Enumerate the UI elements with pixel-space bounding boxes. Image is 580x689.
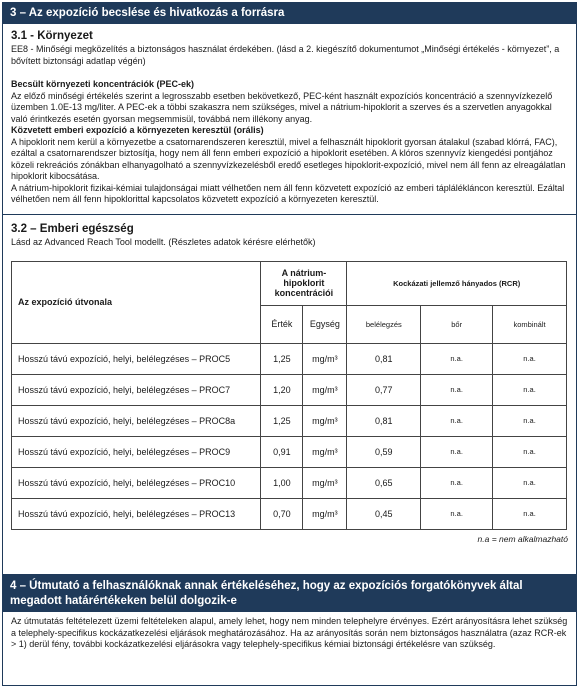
cell-rcr-combined: n.a.	[493, 436, 567, 467]
cell-value: 0,70	[261, 498, 303, 529]
header-route: Az expozíció útvonala	[12, 261, 261, 343]
header-rcr: Kockázati jellemző hányados (RCR)	[347, 261, 567, 305]
cell-value: 1,00	[261, 467, 303, 498]
document-frame	[2, 2, 577, 686]
cell-rcr-combined: n.a.	[493, 343, 567, 374]
exposure-table-wrapper	[11, 261, 568, 530]
cell-rcr-inhalation: 0,81	[347, 405, 421, 436]
cell-rcr-combined: n.a.	[493, 498, 567, 529]
indirect-title: Közvetett emberi expozíció a környezeten keresztül (orális)	[11, 125, 264, 135]
cell-value: 1,25	[261, 343, 303, 374]
table-row	[12, 436, 567, 467]
indirect-text-1: A hipoklorit nem kerül a környezetbe a csatornarendszeren keresztül, mivel a felhasznált hipoklorit gyorsan átalakul (szabad klórrá, FAC), ezáltal a csatornarendszer biztosítja, hogy nem áll fenn emberi expozíció a hipoklorit esetében. A klóros szennyvíz kiengedési pontjához közeli rekreációs zónákban elhanyagolható a szennyvízkezelésből eredő esetleges hipoklorit-expozíció, mivel nem áll fenn az elreagálatlan hipoklorit kibocsátása.	[11, 136, 566, 181]
cell-unit: mg/m³	[303, 436, 347, 467]
cell-unit: mg/m³	[303, 405, 347, 436]
section4-header: 4 – Útmutató a felhasználóknak annak értékeléséhez, hogy az expozíciós forgatókönyvek által megadott határértékeken belül dolgozik-e	[3, 575, 576, 612]
cell-rcr-inhalation: 0,77	[347, 374, 421, 405]
cell-route: Hosszú távú expozíció, helyi, belélegzéses – PROC10	[12, 467, 261, 498]
table-row	[12, 467, 567, 498]
subsection-3-2-title: 3.2 – Emberi egészség	[11, 223, 134, 235]
cell-route: Hosszú távú expozíció, helyi, belélegzéses – PROC7	[12, 374, 261, 405]
cell-unit: mg/m³	[303, 467, 347, 498]
cell-unit: mg/m³	[303, 343, 347, 374]
header-skin: bőr	[421, 305, 493, 343]
cell-route: Hosszú távú expozíció, helyi, belélegzéses – PROC5	[12, 343, 261, 374]
cell-rcr-inhalation: 0,65	[347, 467, 421, 498]
cell-route: Hosszú távú expozíció, helyi, belélegzéses – PROC13	[12, 498, 261, 529]
cell-unit: mg/m³	[303, 498, 347, 529]
cell-value: 1,20	[261, 374, 303, 405]
cell-route: Hosszú távú expozíció, helyi, belélegzéses – PROC9	[12, 436, 261, 467]
table-row	[12, 498, 567, 529]
cell-value: 0,91	[261, 436, 303, 467]
exposure-table	[11, 261, 567, 530]
subsection-3-1	[3, 24, 576, 215]
table-row	[12, 374, 567, 405]
table-row	[12, 405, 567, 436]
pec-title: Becsült környezeti koncentrációk (PEC-ek)	[11, 79, 195, 89]
table-row	[12, 343, 567, 374]
cell-unit: mg/m³	[303, 374, 347, 405]
cell-rcr-skin: n.a.	[421, 436, 493, 467]
indirect-text-2: A nátrium-hipoklorit fizikai-kémiai tulajdonságai miatt vélhetően nem áll fenn közvetett expozíció az emberi táplálékláncon keresztül. Ezáltal vélhetően nem áll fenn hipoklorittal kapcsolatos közvetett expozíció a környezeten keresztül.	[11, 182, 565, 204]
subsection-3-2	[3, 215, 576, 575]
header-value: Érték	[261, 305, 303, 343]
subsection-3-1-title: 3.1 - Környezet	[11, 30, 93, 42]
header-inhalation: belélegzés	[347, 305, 421, 343]
header-unit: Egység	[303, 305, 347, 343]
subsection-3-2-intro: Lásd az Advanced Reach Tool modellt. (Részletes adatok kérésre elérhetők)	[11, 237, 316, 247]
header-combined: kombinált	[493, 305, 567, 343]
cell-rcr-combined: n.a.	[493, 374, 567, 405]
cell-rcr-skin: n.a.	[421, 405, 493, 436]
cell-value: 1,25	[261, 405, 303, 436]
cell-rcr-combined: n.a.	[493, 405, 567, 436]
section3-header: 3 – Az expozíció becslése és hivatkozás a forrásra	[3, 3, 576, 24]
table-note: n.a = nem alkalmazható	[477, 533, 568, 544]
cell-rcr-skin: n.a.	[421, 498, 493, 529]
subsection-3-1-intro: EE8 - Minőségi megközelítés a biztonságos használat érdekében. (lásd a 2. kiegészítő dokumentumot „Minőségi értékelés - környezet”, a bővített biztonsági adatlap végén)	[11, 44, 560, 66]
pec-text: Az előző minőségi értékelés szerint a legrosszabb esetben bekövetkező, PEC-ként használt expozíciós koncentráció a szennyvízkezelő üzemben 1.0E-13 mg/liter. A PEC-ek a többi szakaszra nem szükséges, mivel a nátrium-hipoklorit a szerves és a szervetlen anyagokkal való érintkezés esetén gyorsan megsemmisül, továbbá nem illékony anyag.	[11, 90, 553, 124]
cell-rcr-skin: n.a.	[421, 343, 493, 374]
cell-rcr-skin: n.a.	[421, 374, 493, 405]
exposure-table-body	[12, 343, 567, 529]
cell-rcr-inhalation: 0,81	[347, 343, 421, 374]
cell-route: Hosszú távú expozíció, helyi, belélegzéses – PROC8a	[12, 405, 261, 436]
cell-rcr-inhalation: 0,59	[347, 436, 421, 467]
cell-rcr-skin: n.a.	[421, 467, 493, 498]
cell-rcr-inhalation: 0,45	[347, 498, 421, 529]
cell-rcr-combined: n.a.	[493, 467, 567, 498]
section4-text: Az útmutatás feltételezett üzemi feltételeken alapul, amely lehet, hogy nem minden telephelyre érvényes. Ezért arányosításra lehet szükség a telephely-specifikus kockázatkezelési eljárások meghatározásához. Ha az arányosítás során nem biztonságos használatra (azaz RCR-ek > 1) derül fény, további kockázatkezelési eljárásokra vagy telephely-specifikus kémiai biztonsági értékelésre van szükség.	[11, 616, 568, 649]
header-concentration: A nátrium-hipoklorit koncentrációi	[261, 261, 347, 305]
